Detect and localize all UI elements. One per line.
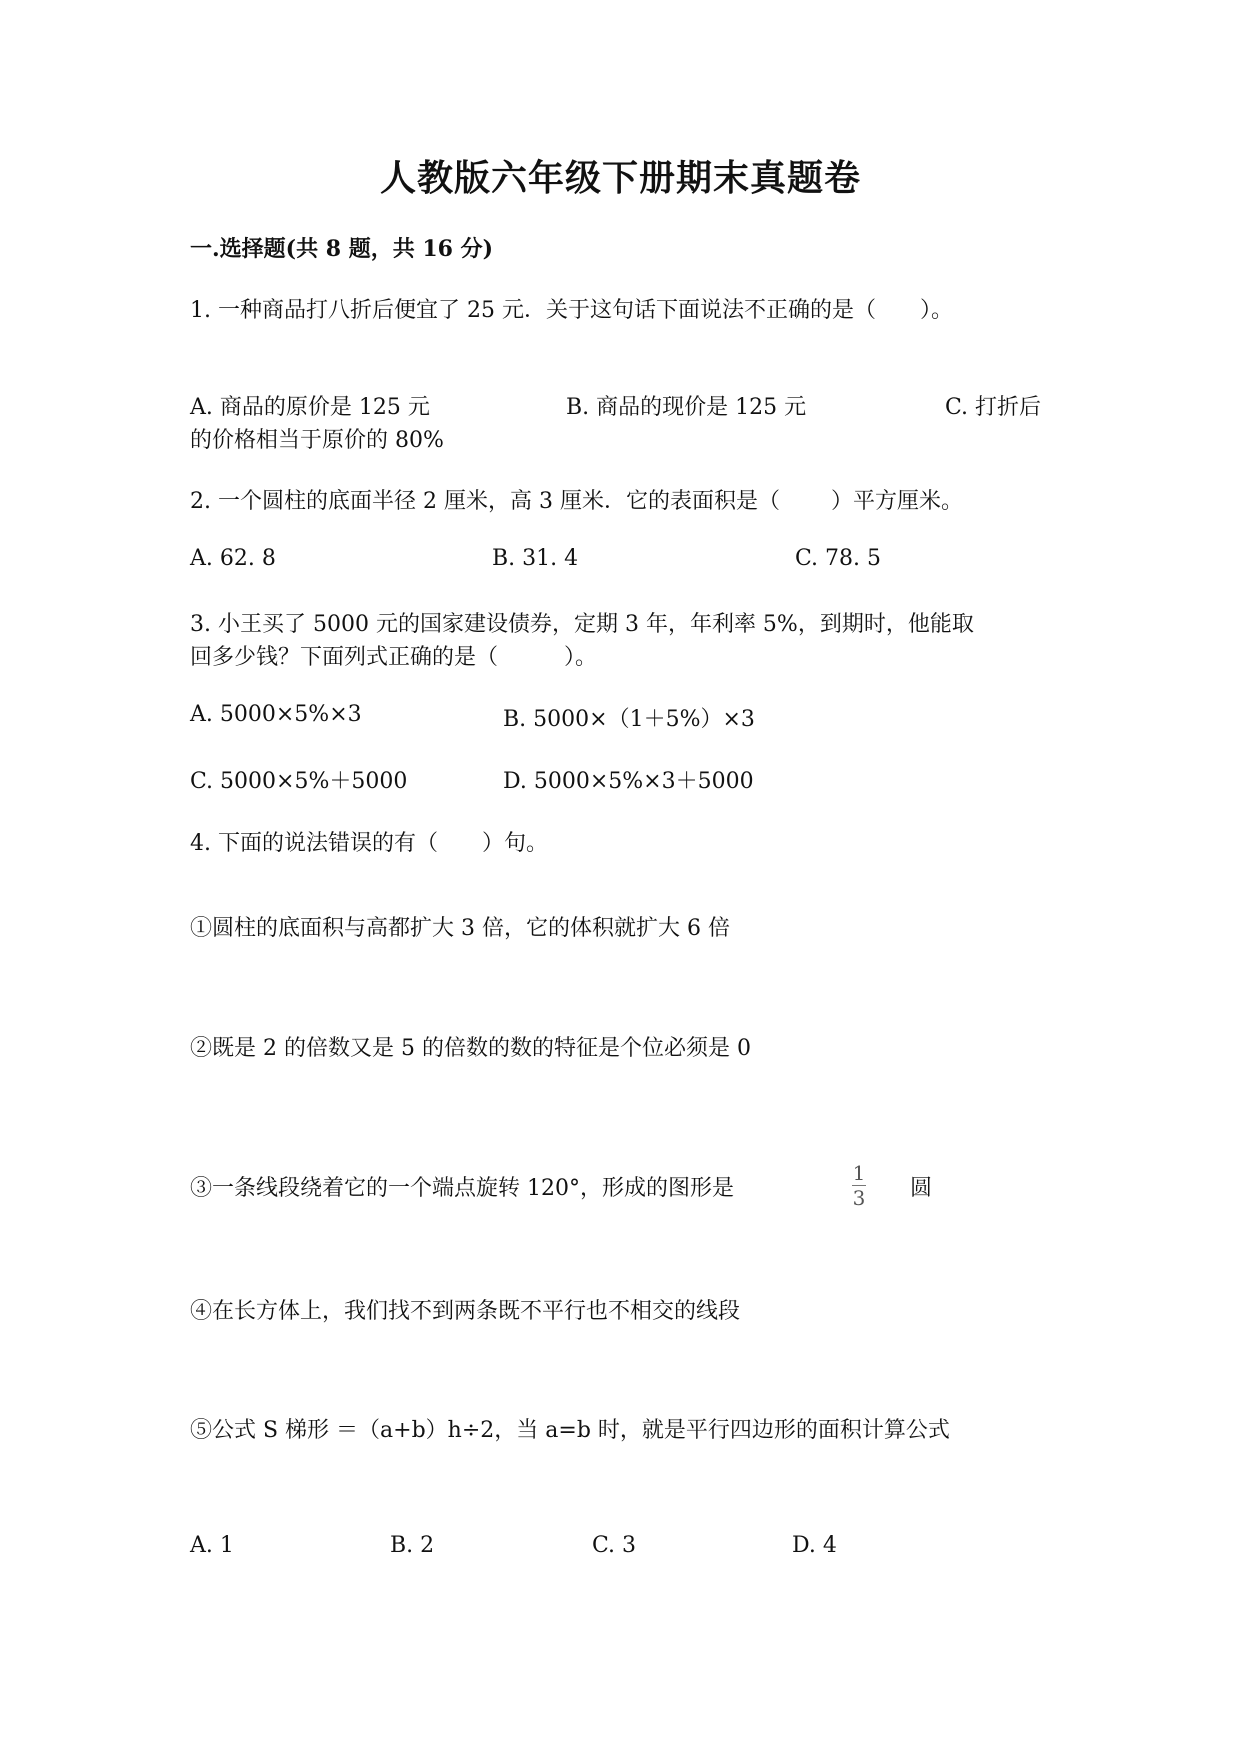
- fraction-numerator: 1: [852, 1161, 866, 1185]
- question-1-option-c: C. 打折后: [945, 395, 1042, 420]
- question-3-stem: 3. 小王买了 5000 元的国家建设债券，定期 3 年，年利率 5%，到期时，他能取: [190, 612, 974, 637]
- question-3-option-b: B. 5000×（1＋5%）×3: [503, 707, 755, 732]
- question-4-option-a: A. 1: [190, 1533, 234, 1558]
- question-1-option-b: B. 商品的现价是 125 元: [566, 395, 807, 420]
- question-3-stem-cont: 回多少钱？下面列式正确的是（ ）。: [190, 645, 598, 670]
- question-4-statement-1: ①圆柱的底面积与高都扩大 3 倍，它的体积就扩大 6 倍: [190, 916, 730, 941]
- question-3-option-a: A. 5000×5%×3: [190, 702, 362, 727]
- question-4-statement-4: ④在长方体上，我们找不到两条既不平行也不相交的线段: [190, 1299, 741, 1324]
- question-2-option-a: A. 62. 8: [190, 546, 276, 571]
- section-heading: 一.选择题(共 8 题，共 16 分): [190, 236, 494, 262]
- question-4-statement-2: ②既是 2 的倍数又是 5 的倍数的数的特征是个位必须是 0: [190, 1036, 751, 1061]
- question-4-option-d: D. 4: [792, 1533, 837, 1558]
- question-4-statement-5: ⑤公式 S 梯形 ＝（a+b）h÷2，当 a=b 时，就是平行四边形的面积计算公式: [190, 1418, 950, 1443]
- question-3-option-c: C. 5000×5%＋5000: [190, 769, 408, 794]
- question-4-option-c: C. 3: [592, 1533, 637, 1558]
- question-1-option-c-cont: 的价格相当于原价的 80%: [190, 428, 444, 453]
- question-2-option-b: B. 31. 4: [492, 546, 579, 571]
- question-4-statement-3-end: 圆: [910, 1176, 933, 1201]
- question-1-stem: 1. 一种商品打八折后便宜了 25 元．关于这句话下面说法不正确的是（ ）。: [190, 298, 953, 323]
- question-4-stem: 4. 下面的说法错误的有（ ）句。: [190, 831, 548, 856]
- page-title: 人教版六年级下册期末真题卷: [379, 157, 861, 199]
- fraction-one-third: [852, 1163, 866, 1208]
- question-1-option-a: A. 商品的原价是 125 元: [190, 395, 430, 420]
- question-4-option-b: B. 2: [390, 1533, 435, 1558]
- fraction-denominator: 3: [852, 1186, 866, 1210]
- question-2-stem: 2. 一个圆柱的底面半径 2 厘米，高 3 厘米．它的表面积是（ ）平方厘米。: [190, 489, 963, 514]
- question-3-option-d: D. 5000×5%×3＋5000: [503, 769, 754, 794]
- question-2-option-c: C. 78. 5: [795, 546, 882, 571]
- question-4-statement-3: ③一条线段绕着它的一个端点旋转 120°，形成的图形是: [190, 1176, 734, 1201]
